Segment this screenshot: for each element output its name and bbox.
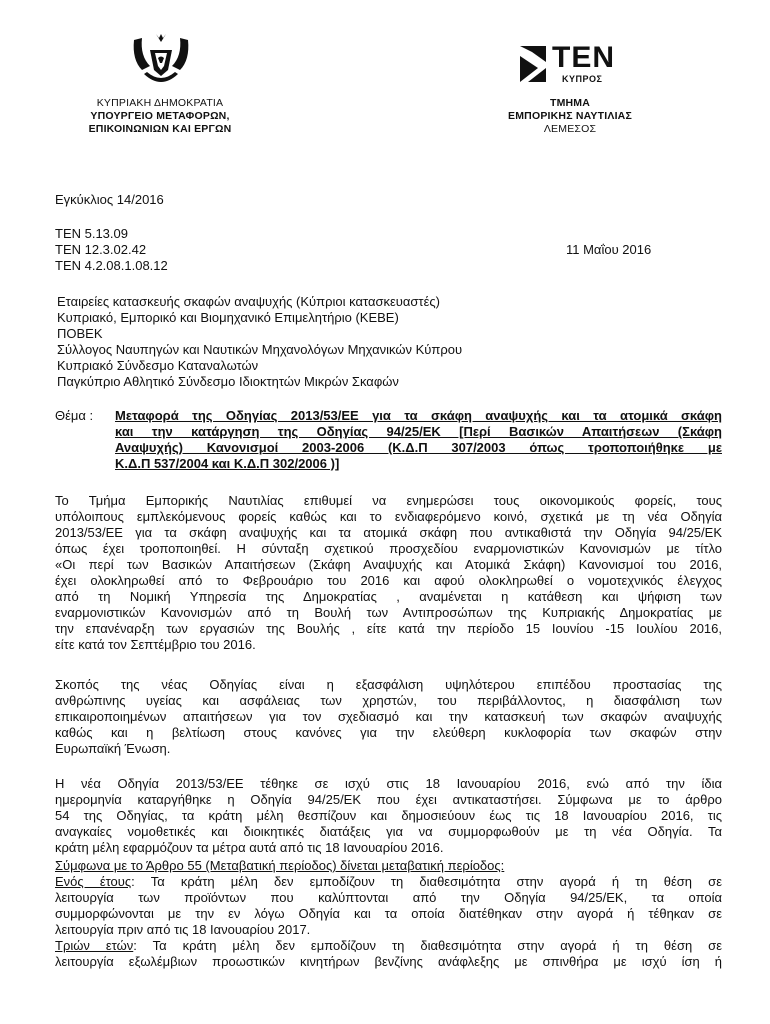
ten-logo — [518, 42, 628, 88]
paragraph-line: είτε κατά τον Σεπτέμβριο του 2016. — [55, 637, 256, 652]
recipient-item: Σύλλογος Ναυπηγών και Ναυτικών Μηχανολόγων Μηχανικών Κύπρου — [57, 342, 463, 357]
ministry-line3: ΕΠΙΚΟΙΝΩΝΙΩΝ ΚΑΙ ΕΡΓΩΝ — [88, 123, 232, 135]
document-date: 11 Μαΐου 2016 — [566, 242, 652, 257]
recipient-item: Εταιρείες κατασκευής σκαφών αναψυχής (Κύπριοι κατασκευαστές) — [57, 294, 440, 309]
paragraph-line: 54 της Οδηγίας, τα κράτη μέλη θεσπίζουν και δημοσιεύουν έως τις 18 Ιανουαρίου 2016, τις — [55, 808, 722, 823]
paragraph-line: έχει ολοκληρωθεί από το Φεβρουάριο του 2016 και αφού ολοκληρωθεί ο νομοτεχνικός έλεγχος — [55, 573, 722, 588]
subject-line: Μεταφορά της Οδηγίας 2013/53/ΕΕ για τα σκάφη αναψυχής και τα ατομικά σκάφη — [115, 408, 722, 423]
paragraph-line: ημερομηνία καταργήθηκε η Οδηγία 94/25/ΕΚ που έχει αντικαταστήσει. Σύμφωνα με το άρθρο — [55, 792, 722, 807]
ministry-header — [60, 97, 260, 136]
paragraph-line: Η νέα Οδηγία 2013/53/ΕΕ τέθηκε σε ισχύ στις 18 Ιανουαρίου 2016, ενώ από την ίδια — [55, 776, 722, 791]
recipient-item: ΠΟΒΕΚ — [57, 326, 103, 341]
reference-item: ΤΕΝ 5.13.09 — [55, 226, 128, 241]
circular-number: Εγκύκλιος 14/2016 — [55, 192, 164, 207]
paragraph-line: Σκοπός της νέας Οδηγίας είναι η εξασφάλιση υψηλότερου επιπέδου προστασίας της — [55, 677, 722, 692]
department-header — [480, 97, 660, 136]
reference-item: ΤΕΝ 12.3.02.42 — [55, 242, 147, 257]
coat-of-arms-icon — [128, 30, 194, 92]
paragraph-line: όπως έχει τροποποιηθεί. Η σύνταξη σχετικού προσχεδίου εναρμονιστικών Κανονισμών με τίτλο — [55, 541, 722, 556]
subject-line: Αναψυχής) Κανονισμοί 2003-2006 (Κ.Δ.Π 307/2003 όπως τροποποιήθηκε με — [115, 440, 722, 455]
department-line2: ΕΜΠΟΡΙΚΗΣ ΝΑΥΤΙΛΙΑΣ — [508, 110, 632, 122]
ten-logo-text: ΤΕΝ — [552, 41, 615, 74]
paragraph-intro — [55, 493, 722, 653]
department-line1: ΤΜΗΜΑ — [549, 97, 591, 109]
subject-line: Κ.Δ.Π 537/2004 και Κ.Δ.Π 302/2006 )] — [115, 456, 340, 471]
reference-list — [55, 226, 168, 274]
paragraph-transitional — [55, 858, 722, 970]
subject-line: και την κατάργηση της Οδηγίας 94/25/ΕΚ [Περί Βασικών Απαιτήσεων (Σκάφη — [115, 424, 722, 439]
paragraph-line: ανθρώπινης υγείας και ασφάλειας των χρηστών, του περιβάλλοντος, η διασφάλιση των — [55, 693, 722, 708]
paragraph-line: 2013/53/ΕΕ για τα σκάφη αναψυχής και τα ατομικά σκάφη που αντικαθιστά την Οδηγία 94/25/ΕΚ — [55, 525, 722, 540]
paragraph-line: επικαιροποιημένων απαιτήσεων για τον σχεδιασμό και την κατασκευή των σκαφών αναψυχής — [55, 709, 722, 724]
ten-logo-sub: ΚΥΠΡΟΣ — [562, 74, 603, 84]
paragraph-line — [55, 938, 722, 954]
recipient-list — [57, 294, 462, 390]
department-line3: ΛΕΜΕΣΟΣ — [543, 123, 597, 135]
ministry-line1: ΚΥΠΡΙΑΚΗ ΔΗΜΟΚΡΑΤΙΑ — [96, 97, 224, 109]
paragraph-line-text: : Τα κράτη μέλη δεν εμποδίζουν τη διαθεσιμότητα στην αγορά ή τη θέση σε — [131, 874, 722, 889]
paragraph-line: καθώς και η βελτίωση στους κανόνες για την ελεύθερη κυκλοφορία των σκαφών στην — [55, 725, 722, 740]
recipient-item: Κυπριακό, Εμπορικό και Βιομηχανικό Επιμελητήριο (ΚΕΒΕ) — [57, 310, 399, 325]
paragraph-line: εναρμονιστικών Κανονισμών από τη Βουλή των Αντιπροσώπων της Κυπριακής Δημοκρατίας με — [55, 605, 722, 620]
transitional-heading: Σύμφωνα με το Άρθρο 55 (Μεταβατική περίοδος) δίνεται μεταβατική περίοδος: — [55, 858, 505, 873]
one-year-label: Ενός έτους — [55, 874, 132, 889]
paragraph-line: αναγκαίες νομοθετικές και διοικητικές διατάξεις για να συμμορφωθούν με τη νέα Οδηγία. Τα — [55, 824, 722, 839]
paragraph-line: Ευρωπαϊκή Ένωση. — [55, 741, 171, 756]
paragraph-line: λειτουργία πριν από τις 18 Ιανουαρίου 2017. — [55, 922, 311, 937]
recipient-item: Παγκύπριο Αθλητικό Σύνδεσμο Ιδιοκτητών Μικρών Σκαφών — [57, 374, 399, 389]
paragraph-line: κράτη μέλη εφαρμόζουν τα μέτρα αυτά από τις 18 Ιανουαρίου 2016. — [55, 840, 444, 855]
subject-text — [115, 408, 722, 472]
paragraph-line: «Οι περί των Βασικών Απαιτήσεων (Σκάφη Αναψυχής και Ατομικά Σκάφη) Κανονισμοί του 2016, — [55, 557, 722, 572]
paragraph-purpose — [55, 677, 722, 757]
paragraph-line: λειτουργία των προϊόντων που καλύπτονται από την Οδηγία 94/25/ΕΚ, τα οποία — [55, 890, 722, 905]
subject-label: Θέμα : — [55, 408, 94, 423]
ministry-line2: ΥΠΟΥΡΓΕΙΟ ΜΕΤΑΦΟΡΩΝ, — [90, 110, 230, 122]
paragraph-line: από τη Νομική Υπηρεσία της Δημοκρατίας , αναμένεται η κατάθεση και ψήφιση των — [55, 589, 722, 604]
three-years-label: Τριών ετών — [55, 938, 134, 953]
paragraph-entry-into-force — [55, 776, 722, 856]
reference-item: ΤΕΝ 4.2.08.1.08.12 — [55, 258, 168, 273]
paragraph-line: την επανέναρξη των εργασιών της Βουλής , είτε κατά την περίοδο 15 Ιουνίου -15 Ιουλίου 2016, — [55, 621, 722, 636]
paragraph-line — [55, 874, 722, 890]
paragraph-line: συμμορφώνονται με την εν λόγω Οδηγία και τα οποία διατέθηκαν στην αγορά ή τέθηκαν σε — [55, 906, 722, 921]
paragraph-line-text: : Τα κράτη μέλη δεν εμποδίζουν τη διαθεσιμότητα στην αγορά ή τη θέση σε — [133, 938, 722, 953]
paragraph-line: υπόλοιπους εμπλεκόμενους φορείς καθώς και το ενδιαφερόμενο κοινό, σχετικά με τη νέα Οδηγία — [55, 509, 722, 524]
recipient-item: Κυπριακό Σύνδεσμο Καταναλωτών — [57, 358, 259, 373]
paragraph-line: Το Τμήμα Εμπορικής Ναυτιλίας επιθυμεί να ενημερώσει τους οικονομικούς φορείς, τους — [55, 493, 722, 508]
paragraph-line: λειτουργία εξωλέμβιων προωστικών κινητήρων βενζίνης ανάφλεξης με σπινθήρα με ισχύ ίση ή — [55, 954, 722, 969]
